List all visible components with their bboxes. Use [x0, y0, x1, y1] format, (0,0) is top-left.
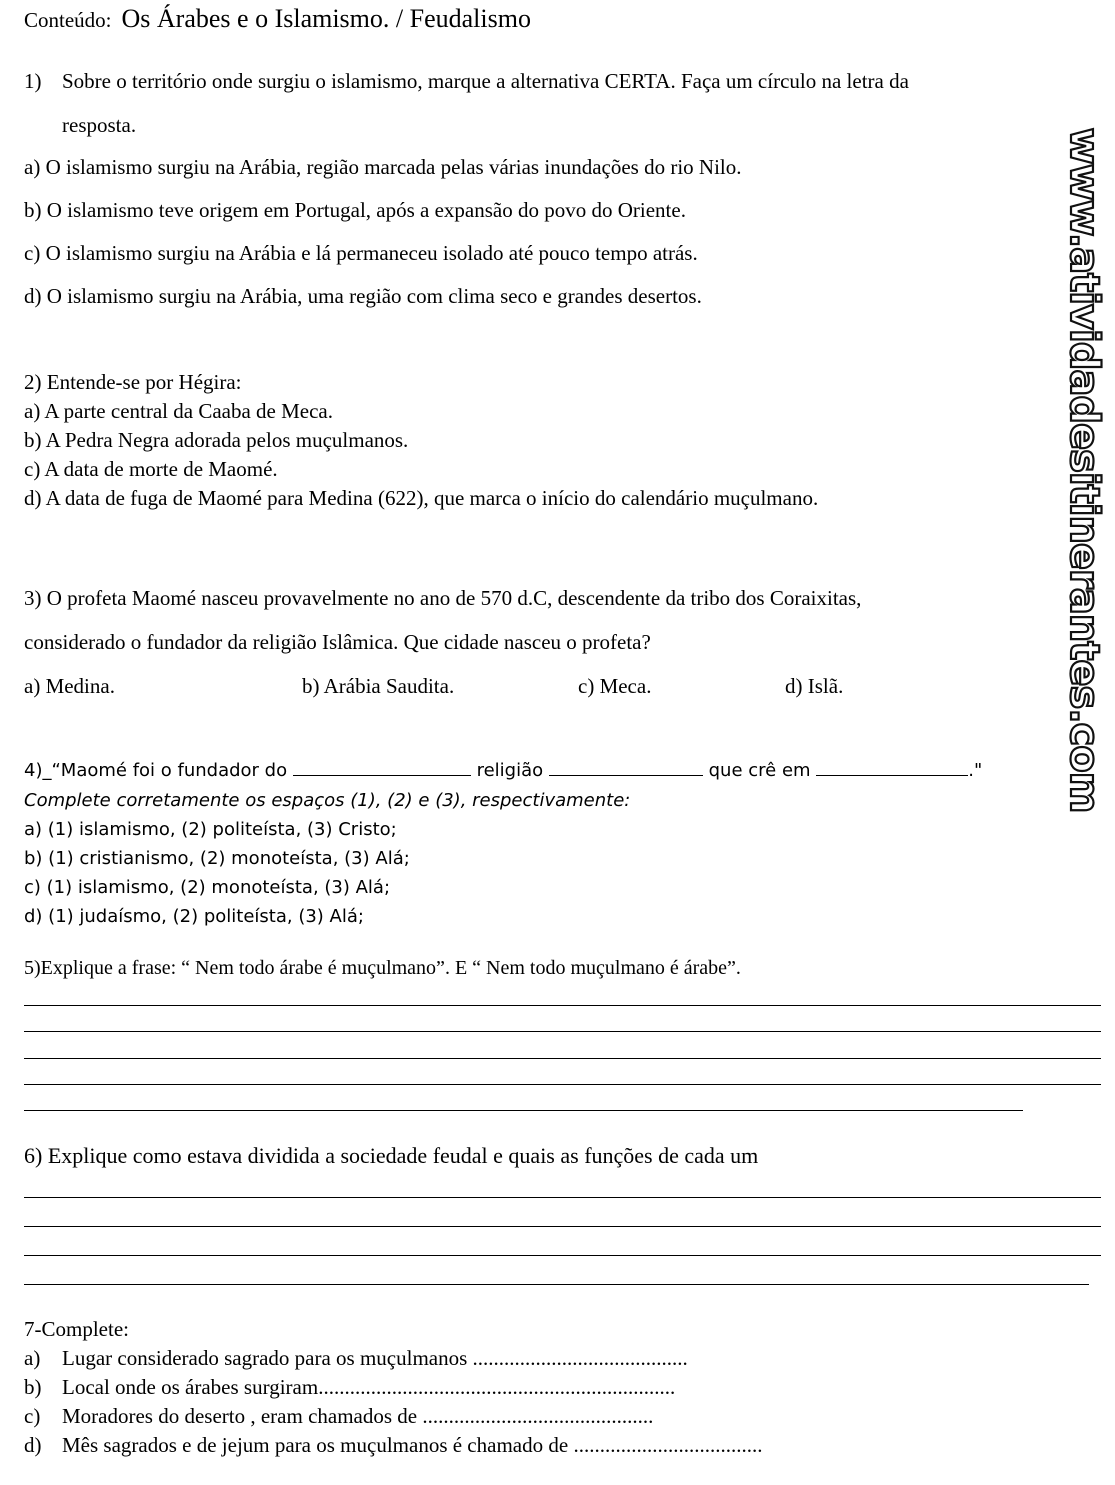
q4-option-b[interactable]: b) (1) cristianismo, (2) monoteísta, (3) Alá; — [24, 848, 410, 869]
q1-option-c[interactable]: c) O islamismo surgiu na Arábia e lá permaneceu isolado até pouco tempo atrás. — [24, 241, 698, 265]
q5-answer-line[interactable] — [24, 1005, 1101, 1006]
q7-item-d — [24, 1433, 762, 1458]
q4-suffix: ." — [968, 760, 983, 781]
q5-answer-line[interactable] — [24, 1110, 1023, 1111]
q4-instruction: Complete corretamente os espaços (1), (2) e (3), respectivamente: — [24, 790, 631, 811]
page-header — [24, 4, 531, 34]
q7-prompt: 7-Complete: — [24, 1317, 129, 1341]
q4-blank-2[interactable] — [549, 761, 703, 776]
q4-blank-3[interactable] — [816, 761, 968, 776]
q4-option-a[interactable]: a) (1) islamismo, (2) politeísta, (3) Cristo; — [24, 819, 397, 840]
q4-option-d[interactable]: d) (1) judaísmo, (2) politeísta, (3) Alá; — [24, 906, 364, 927]
q7-item-text: Lugar considerado sagrado para os muçulmanos — [62, 1346, 473, 1370]
q7-answer-dots[interactable]: ............................................ — [422, 1404, 654, 1428]
q6-prompt: 6) Explique como estava dividida a sociedade feudal e quais as funções de cada um — [24, 1143, 759, 1168]
q7-answer-dots[interactable]: .................................... — [573, 1433, 763, 1457]
q3-option-d[interactable]: d) Islã. — [785, 674, 844, 698]
q7-item-letter: a) — [24, 1346, 41, 1370]
q1-prompt-line1: Sobre o território onde surgiu o islamismo, marque a alternativa CERTA. Faça um círculo na letra da — [62, 69, 909, 93]
q1-option-d[interactable]: d) O islamismo surgiu na Arábia, uma região com clima seco e grandes desertos. — [24, 284, 702, 308]
q4-mid1: religião — [476, 760, 544, 781]
q1-option-b[interactable]: b) O islamismo teve origem em Portugal, após a expansão do povo do Oriente. — [24, 198, 686, 222]
q2-option-d[interactable]: d) A data de fuga de Maomé para Medina (622), que marca o início do calendário muçulmano. — [24, 486, 819, 510]
q2-option-b[interactable]: b) A Pedra Negra adorada pelos muçulmanos. — [24, 428, 409, 452]
q7-item-letter: b) — [24, 1375, 42, 1399]
q4-sentence — [24, 760, 982, 781]
q4-option-c[interactable]: c) (1) islamismo, (2) monoteísta, (3) Alá; — [24, 877, 391, 898]
q4-blank-1[interactable] — [293, 761, 471, 776]
q7-item-text: Mês sagrados e de jejum para os muçulmanos é chamado de — [62, 1433, 574, 1457]
q2-option-a[interactable]: a) A parte central da Caaba de Meca. — [24, 399, 334, 423]
q7-item-text: Moradores do deserto , eram chamados de — [62, 1404, 423, 1428]
q5-prompt: 5)Explique a frase: “ Nem todo árabe é muçulmano”. E “ Nem todo muçulmano é árabe”. — [24, 957, 741, 979]
page-title: Os Árabes e o Islamismo. / Feudalismo — [121, 4, 531, 33]
q7-answer-dots[interactable]: ................................................................... — [323, 1375, 676, 1399]
q3-option-c[interactable]: c) Meca. — [578, 674, 652, 698]
watermark-text: www.atividadesitinerantes.com — [1061, 127, 1107, 813]
q5-answer-line[interactable] — [24, 1031, 1101, 1032]
q1-prompt-line2: resposta. — [62, 113, 137, 137]
q4-mid2: que crê em — [708, 760, 811, 781]
q7-answer-dots[interactable]: ......................................... — [472, 1346, 688, 1370]
q7-item-text: Local onde os árabes surgiram. — [62, 1375, 324, 1399]
q5-answer-line[interactable] — [24, 1084, 1101, 1085]
q1-number: 1) — [24, 69, 42, 93]
q3-prompt-line1: 3) O profeta Maomé nasceu provavelmente no ano de 570 d.C, descendente da tribo dos Coraixitas, — [24, 586, 862, 610]
q6-answer-line[interactable] — [24, 1284, 1089, 1285]
q2-option-c[interactable]: c) A data de morte de Maomé. — [24, 457, 278, 481]
q6-answer-line[interactable] — [24, 1226, 1101, 1227]
q2-prompt: 2) Entende-se por Hégira: — [24, 370, 242, 394]
q4-prefix: 4)_“Maomé foi o fundador do — [24, 760, 288, 781]
site-watermark — [1043, 127, 1115, 813]
q3-option-b[interactable]: b) Arábia Saudita. — [302, 674, 455, 698]
q6-answer-line[interactable] — [24, 1255, 1101, 1256]
q7-item-letter: c) — [24, 1404, 41, 1428]
q3-prompt-line2: considerado o fundador da religião Islâmica. Que cidade nasceu o profeta? — [24, 630, 651, 654]
q1-option-a[interactable]: a) O islamismo surgiu na Arábia, região marcada pelas várias inundações do rio Nilo. — [24, 155, 742, 179]
q7-item-a — [24, 1346, 688, 1371]
q3-option-a[interactable]: a) Medina. — [24, 674, 115, 698]
q5-answer-line[interactable] — [24, 1058, 1101, 1059]
q6-answer-line[interactable] — [24, 1197, 1101, 1198]
q7-item-c — [24, 1404, 653, 1429]
q7-item-letter: d) — [24, 1433, 42, 1457]
q7-item-b — [24, 1375, 675, 1400]
content-label: Conteúdo: — [24, 8, 112, 32]
